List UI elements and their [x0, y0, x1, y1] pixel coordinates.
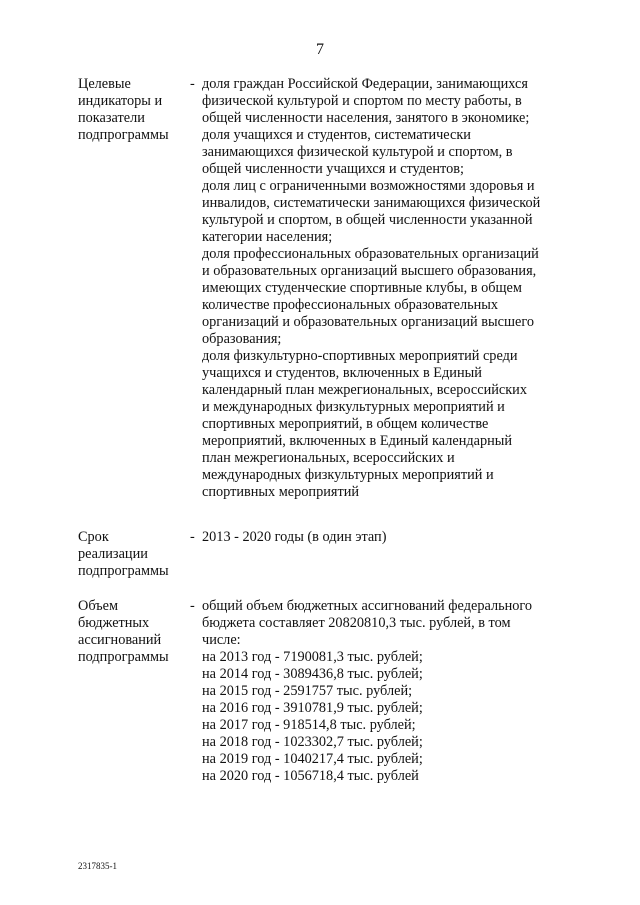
- dash-separator: -: [190, 598, 195, 614]
- content-line: на 2016 год - 3910781,9 тыс. рублей;: [202, 700, 423, 716]
- content-line: и образовательных организаций высшего образования,: [202, 263, 537, 279]
- label-line: показатели: [78, 110, 145, 126]
- section-content: [202, 76, 640, 501]
- label-line: бюджетных: [78, 615, 150, 631]
- section-content: [202, 598, 640, 785]
- content-line: общей численности учащихся и студентов;: [202, 161, 464, 177]
- content-line: мероприятий, включенных в Единый календарный: [202, 433, 513, 449]
- content-line: календарный план межрегиональных, всероссийских: [202, 382, 527, 398]
- content-line: спортивных мероприятий: [202, 484, 360, 500]
- content-line: организаций и образовательных организаций высшего: [202, 314, 534, 330]
- label-line: Объем: [78, 598, 119, 614]
- content-line: доля физкультурно-спортивных мероприятий среди: [202, 348, 518, 364]
- content-line: образования;: [202, 331, 282, 347]
- label-line: реализации: [78, 546, 148, 562]
- content-line: бюджета составляет 20820810,3 тыс. рублей, в том: [202, 615, 511, 631]
- label-line: подпрограммы: [78, 563, 169, 579]
- label-line: подпрограммы: [78, 649, 169, 665]
- content-line: на 2020 год - 1056718,4 тыс. рублей: [202, 768, 419, 784]
- content-line: на 2017 год - 918514,8 тыс. рублей;: [202, 717, 416, 733]
- content-line: план межрегиональных, всероссийских и: [202, 450, 455, 466]
- page-number: 7: [316, 41, 324, 58]
- label-line: Целевые: [78, 76, 131, 92]
- content-line: на 2013 год - 7190081,3 тыс. рублей;: [202, 649, 423, 665]
- dash-separator: -: [190, 529, 195, 545]
- content-line: и международных физкультурных мероприятий и: [202, 399, 505, 415]
- content-line: на 2019 год - 1040217,4 тыс. рублей;: [202, 751, 423, 767]
- content-line: международных физкультурных мероприятий и: [202, 467, 494, 483]
- content-line: общей численности населения, занятого в экономике;: [202, 110, 530, 126]
- content-line: учащихся и студентов, включенных в Единый: [202, 365, 482, 381]
- section-label: [78, 598, 186, 666]
- content-line: 2013 - 2020 годы (в один этап): [202, 529, 387, 545]
- content-line: числе:: [202, 632, 241, 648]
- document-code: 2317835-1: [78, 861, 117, 871]
- content-line: количестве профессиональных образовательных: [202, 297, 499, 313]
- content-line: общий объем бюджетных ассигнований федерального: [202, 598, 533, 614]
- content-line: на 2015 год - 2591757 тыс. рублей;: [202, 683, 413, 699]
- content-line: на 2014 год - 3089436,8 тыс. рублей;: [202, 666, 423, 682]
- content-line: доля учащихся и студентов, систематически: [202, 127, 471, 143]
- dash-separator: -: [190, 76, 195, 92]
- content-line: доля граждан Российской Федерации, занимающихся: [202, 76, 528, 92]
- content-line: доля лиц с ограниченными возможностями здоровья и: [202, 178, 535, 194]
- section-label: [78, 76, 186, 144]
- content-line: доля профессиональных образовательных организаций: [202, 246, 539, 262]
- section-label: [78, 529, 186, 580]
- content-line: категории населения;: [202, 229, 333, 245]
- content-line: спортивных мероприятий, в общем количестве: [202, 416, 489, 432]
- content-line: на 2018 год - 1023302,7 тыс. рублей;: [202, 734, 423, 750]
- content-line: имеющих студенческие спортивные клубы, в общем: [202, 280, 522, 296]
- content-line: культурой и спортом, в общей численности указанной: [202, 212, 533, 228]
- label-line: индикаторы и: [78, 93, 163, 109]
- label-line: подпрограммы: [78, 127, 169, 143]
- content-line: инвалидов, систематически занимающихся физической: [202, 195, 541, 211]
- label-line: Срок: [78, 529, 109, 545]
- content-line: занимающихся физической культурой и спортом, в: [202, 144, 513, 160]
- content-line: физической культурой и спортом по месту работы, в: [202, 93, 522, 109]
- label-line: ассигнований: [78, 632, 162, 648]
- section-content: [202, 529, 640, 546]
